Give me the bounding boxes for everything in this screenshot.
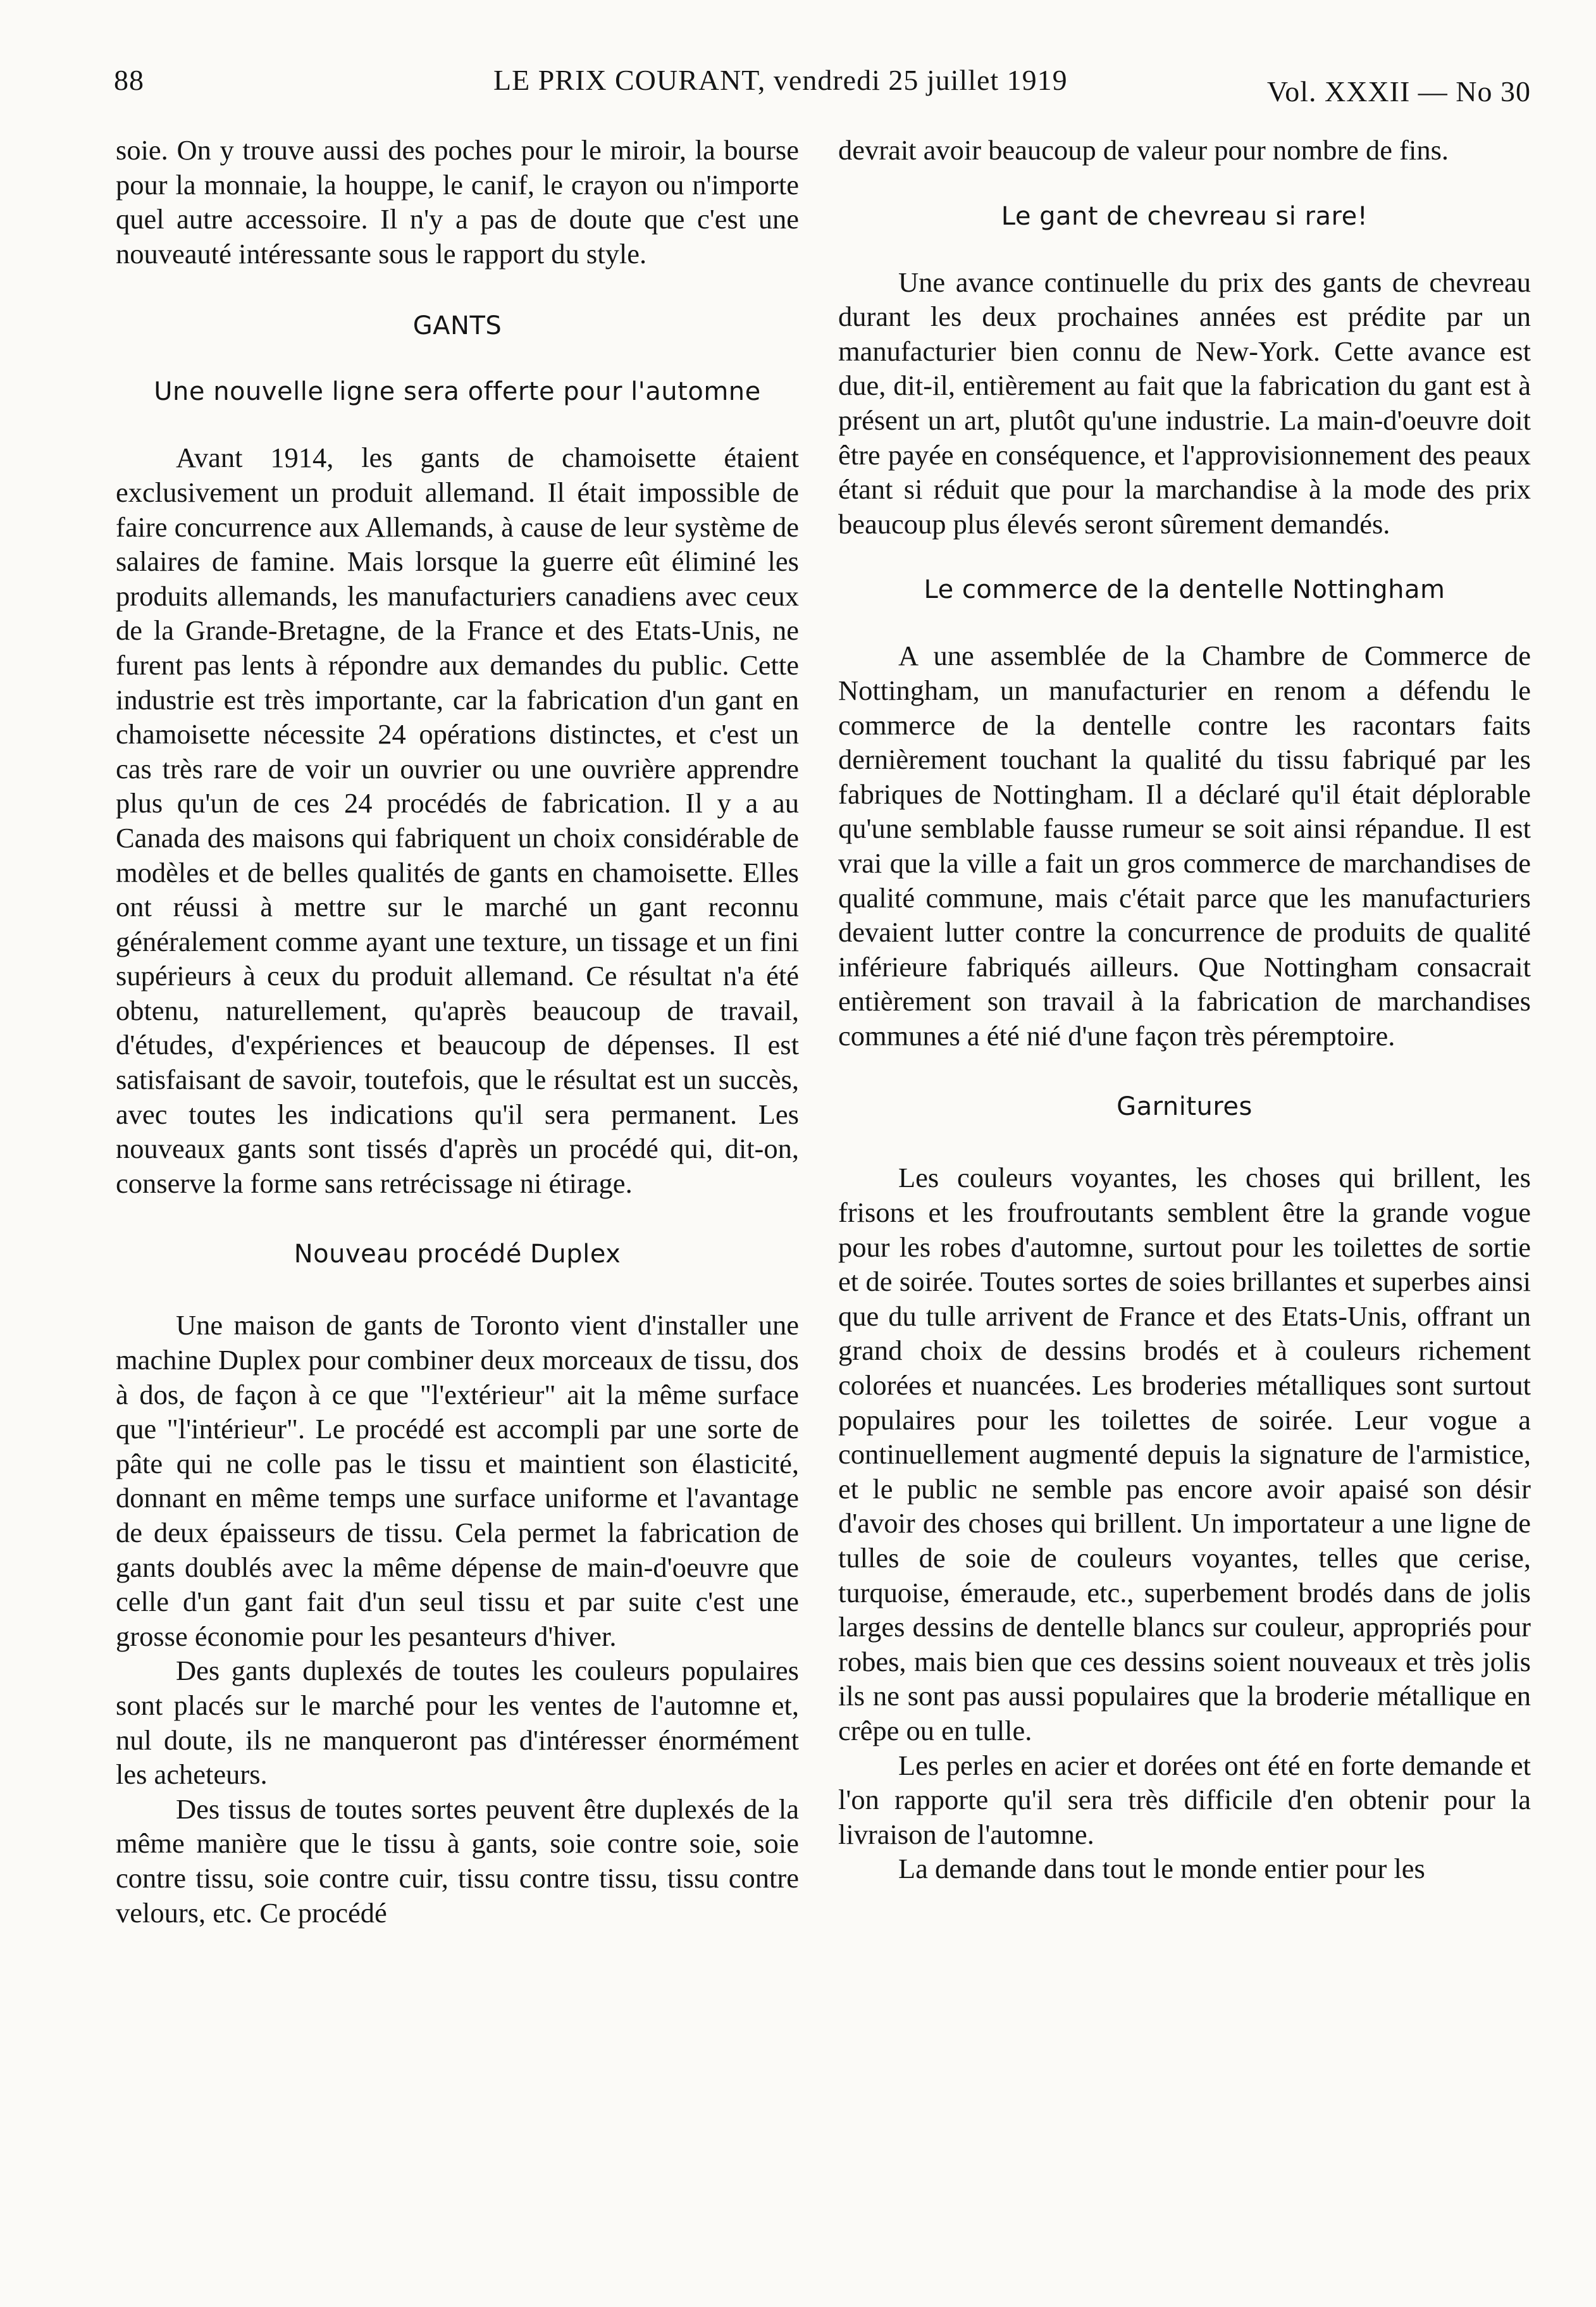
paragraph-garnitures-1: Les couleurs voyantes, les choses qui brillent, les frisons et les froufroutants semblent être la grande vogue pour les robes d'automne, surtout pour les toilettes de sortie et de soirée. Toutes sortes de soies brillantes et superbes ainsi que du tulle arrivent de France et des Etats-Unis, offrant un grand choix de dessins brodés et à couleurs richement colorées et nuancées. Les broderies métalliques sont surtout populaires pour les toilettes de soirée. Leur vogue a continuellement augmenté depuis la signature de l'armistice, et le public ne semble pas encore avoir apaisé son désir d'avoir des choses qui brillent. Un importateur a une ligne de tulles de soie de couleurs voyantes, telles que cerise, turquoise, émeraude, etc., superbement brodés dans de jolis larges dessins de dentelle blancs sur couleur, appropriés pour robes, mais bien que ces dessins soient nouveaux et très jolis ils ne sont pas aussi populaires que la broderie métallique en crêpe ou en tulle. [838, 1162, 1531, 1746]
paragraph-duplex-2: Des gants duplexés de toutes les couleurs populaires sont placés sur le marché pour les ventes de l'automne et, nul doute, ils ne manqueront pas d'intéresser énormément les acheteurs. [116, 1655, 799, 1791]
page-header [114, 56, 1531, 106]
volume-number: Vol. XXXII — No 30 [1266, 75, 1531, 108]
subheading-nottingham: Le commerce de la dentelle Nottingham [924, 575, 1445, 605]
section-heading-gants: GANTS [412, 311, 502, 341]
subheading-chevreau: Le gant de chevreau si rare! [1001, 201, 1368, 231]
right-column [838, 133, 1531, 1886]
paragraph-chevreau: Une avance continuelle du prix des gants de chevreau durant les deux prochaines années est prédite par un manufacturier bien connu de New-York. Cette avance est due, dit-il, entièrement au fait que la fabrication du gant est à présent un art, plutôt qu'une industrie. La main-d'oeuvre doit être payée en conséquence, et l'approvisionnement des peaux étant si réduit que pour la marchandise à la mode des prix beaucoup plus élevés seront sûrement demandés. [838, 266, 1531, 540]
subheading-duplex: Nouveau procédé Duplex [294, 1240, 621, 1269]
paragraph-duplex-1: Une maison de gants de Toronto vient d'installer une machine Duplex pour combiner deux morceaux de tissu, dos à dos, de façon à ce que "l'extérieur" ait la même surface que "l'intérieur". Le procédé est accompli par une sorte de pâte qui ne colle pas le tissu et maintient son élasticité, donnant en même temps une surface uniforme et l'avantage de deux épaisseurs de tissu. Cela permet la fabrication de gants doublés avec la même dépense de main-d'oeuvre que celle d'un gant fait d'un seul tissu et par suite c'est une grosse économie pour les pesanteurs d'hiver. [116, 1309, 799, 1652]
subheading-garnitures: Garnitures [1117, 1092, 1253, 1122]
intro-paragraph: soie. On y trouve aussi des poches pour le miroir, la bourse pour la monnaie, la houppe, le canif, le crayon ou n'importe quel autre accessoire. Il n'y a pas de doute que c'est une nouveauté intéressante sous le rapport du style. [116, 134, 799, 270]
paragraph-avant-1914: Avant 1914, les gants de chamoisette étaient exclusivement un produit allemand. Il était impossible de faire concurrence aux Allemands, à cause de leur système de salaires de famine. Mais lorsque la guerre eût éliminé les produits allemands, les manufacturiers canadiens avec ceux de la Grande-Bretagne, de la France et des Etats-Unis, ne furent pas lents à répondre aux demandes du public. Cette industrie est très importante, car la fabrication d'un gant en chamoisette nécessite 24 opérations distinctes, et c'est un cas très rare de voir un ouvrier ou une ouvrière apprendre plus qu'un de ces 24 procédés de fabrication. Il y a au Canada des maisons qui fabriquent un choix considérable de modèles et de belles qualités de gants en chamoisette. Elles ont réussi à mettre sur le marché un gant reconnu généralement comme ayant une texture, un tissage et un fini supérieurs à ceux du produit allemand. Ce résultat n'a été obtenu, naturellement, qu'après beaucoup de travail, d'études, d'expériences et beaucoup de dépenses. Il est satisfaisant de savoir, toutefois, que le résultat est un succès, avec toutes les indications qu'il sera permanent. Les nouveaux gants sont tissés d'après un procédé qui, dit-on, conserve la forme sans retrécissage ni étirage. [116, 442, 799, 1199]
paragraph-garnitures-3: La demande dans tout le monde entier pour les [898, 1853, 1425, 1885]
paragraph-nottingham: A une assemblée de la Chambre de Commerce de Nottingham, un manufacturier en renom a défendu le commerce de la dentelle contre les racontars faits dernièrement touchant la qualité du tissu fabriqué par les fabriques de Nottingham. Il a déclaré qu'il était déplorable qu'une semblable fausse rumeur se soit ainsi répandue. Il est vrai que la ville a fait un gros commerce de marchandises de qualité commune, mais c'était parce que les manufacturiers devaient lutter contre la concurrence de produits de qualité inférieure fabriqués ailleurs. Que Nottingham consacrait entièrement son travail à la fabrication de marchandises communes a été nié d'une façon très péremptoire. [838, 640, 1531, 1052]
subheading-nouvelle-ligne: Une nouvelle ligne sera offerte pour l'automne [154, 377, 761, 407]
continuation-paragraph: devrait avoir beaucoup de valeur pour nombre de fins. [838, 134, 1449, 166]
paragraph-garnitures-2: Les perles en acier et dorées ont été en forte demande et l'on rapporte qu'il sera très difficile d'en obtenir pour la livraison de l'automne. [838, 1749, 1531, 1850]
publication-title: LE PRIX COURANT, vendredi 25 juillet 1919 [493, 64, 1068, 96]
paragraph-duplex-3: Des tissus de toutes sortes peuvent être duplexés de la même manière que le tissu à gants, soie contre soie, soie contre tissu, soie contre cuir, tissu contre tissu, tissu contre velours, etc. Ce procédé [116, 1793, 799, 1929]
left-column [116, 133, 799, 1930]
page-number: 88 [114, 64, 144, 96]
